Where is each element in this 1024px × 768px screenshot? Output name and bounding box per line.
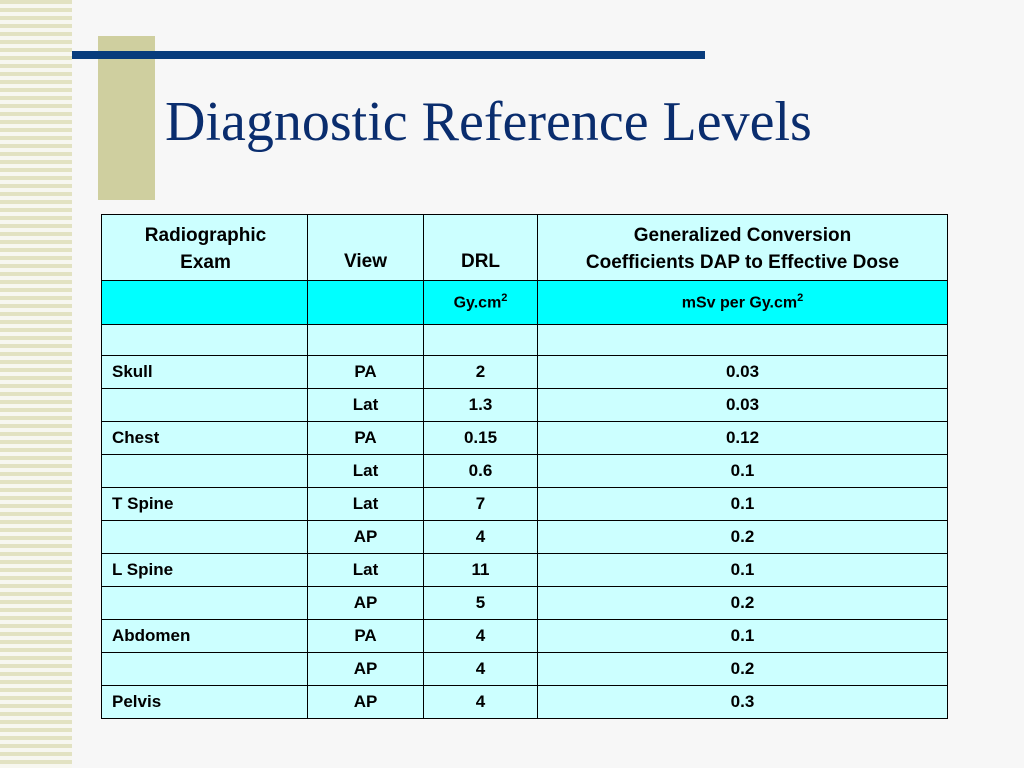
cell-exam: Skull (102, 356, 308, 389)
table-row (102, 356, 948, 389)
cell-coef: 0.3 (538, 686, 948, 719)
cell-view: PA (308, 356, 424, 389)
cell-coef: 0.1 (538, 455, 948, 488)
cell-view: Lat (308, 554, 424, 587)
cell-drl: 0.6 (424, 455, 538, 488)
cell-exam: T Spine (102, 488, 308, 521)
cell-exam: L Spine (102, 554, 308, 587)
cell-drl: 2 (424, 356, 538, 389)
cell-view: PA (308, 422, 424, 455)
decorative-stripes (0, 0, 72, 768)
table-row (102, 554, 948, 587)
table-row (102, 653, 948, 686)
cell-view: AP (308, 521, 424, 554)
cell-drl: 7 (424, 488, 538, 521)
cell-exam: Chest (102, 422, 308, 455)
units-exam (102, 281, 308, 325)
blank-cell (102, 325, 308, 356)
table-header-row (102, 215, 948, 281)
table-row (102, 620, 948, 653)
cell-exam (102, 587, 308, 620)
table-row (102, 488, 948, 521)
units-view (308, 281, 424, 325)
header-view: View (308, 215, 424, 281)
cell-drl: 4 (424, 521, 538, 554)
cell-drl: 5 (424, 587, 538, 620)
drl-table (101, 214, 948, 719)
cell-view: Lat (308, 455, 424, 488)
cell-exam (102, 653, 308, 686)
cell-coef: 0.03 (538, 356, 948, 389)
cell-view: Lat (308, 488, 424, 521)
cell-view: AP (308, 686, 424, 719)
header-exam (102, 215, 308, 281)
cell-drl: 4 (424, 620, 538, 653)
cell-coef: 0.2 (538, 653, 948, 686)
cell-view: AP (308, 653, 424, 686)
table-row (102, 521, 948, 554)
cell-drl: 1.3 (424, 389, 538, 422)
cell-exam (102, 455, 308, 488)
cell-exam: Abdomen (102, 620, 308, 653)
cell-view: PA (308, 620, 424, 653)
header-coef-line2: Coefficients DAP to Effective Dose (585, 252, 900, 273)
cell-exam (102, 521, 308, 554)
cell-coef: 0.12 (538, 422, 948, 455)
header-exam-line1: Radiographic (144, 225, 267, 246)
cell-coef: 0.1 (538, 620, 948, 653)
units-row (102, 281, 948, 325)
blank-cell (424, 325, 538, 356)
cell-view: Lat (308, 389, 424, 422)
header-drl: DRL (424, 215, 538, 281)
blank-cell (308, 325, 424, 356)
cell-coef: 0.2 (538, 521, 948, 554)
cell-exam (102, 389, 308, 422)
cell-view: AP (308, 587, 424, 620)
cell-coef: 0.03 (538, 389, 948, 422)
units-coef (538, 281, 948, 325)
cell-drl: 4 (424, 686, 538, 719)
units-drl-base: Gy.cm (453, 294, 502, 312)
units-drl (424, 281, 538, 325)
accent-block (98, 36, 155, 200)
cell-drl: 11 (424, 554, 538, 587)
blank-row (102, 325, 948, 356)
slide-title: Diagnostic Reference Levels (165, 91, 812, 153)
units-coef-exp: 2 (797, 292, 804, 305)
table-row (102, 587, 948, 620)
cell-coef: 0.1 (538, 554, 948, 587)
table-row (102, 686, 948, 719)
cell-exam: Pelvis (102, 686, 308, 719)
header-coefficients (538, 215, 948, 281)
cell-drl: 0.15 (424, 422, 538, 455)
blank-cell (538, 325, 948, 356)
cell-drl: 4 (424, 653, 538, 686)
units-coef-base: mSv per Gy.cm (681, 294, 798, 312)
units-drl-exp: 2 (501, 292, 508, 305)
cell-coef: 0.2 (538, 587, 948, 620)
table-row (102, 422, 948, 455)
accent-bar (72, 51, 705, 59)
header-exam-line2: Exam (180, 252, 231, 273)
table-row (102, 455, 948, 488)
table-row (102, 389, 948, 422)
header-coef-line1: Generalized Conversion (633, 225, 852, 246)
cell-coef: 0.1 (538, 488, 948, 521)
